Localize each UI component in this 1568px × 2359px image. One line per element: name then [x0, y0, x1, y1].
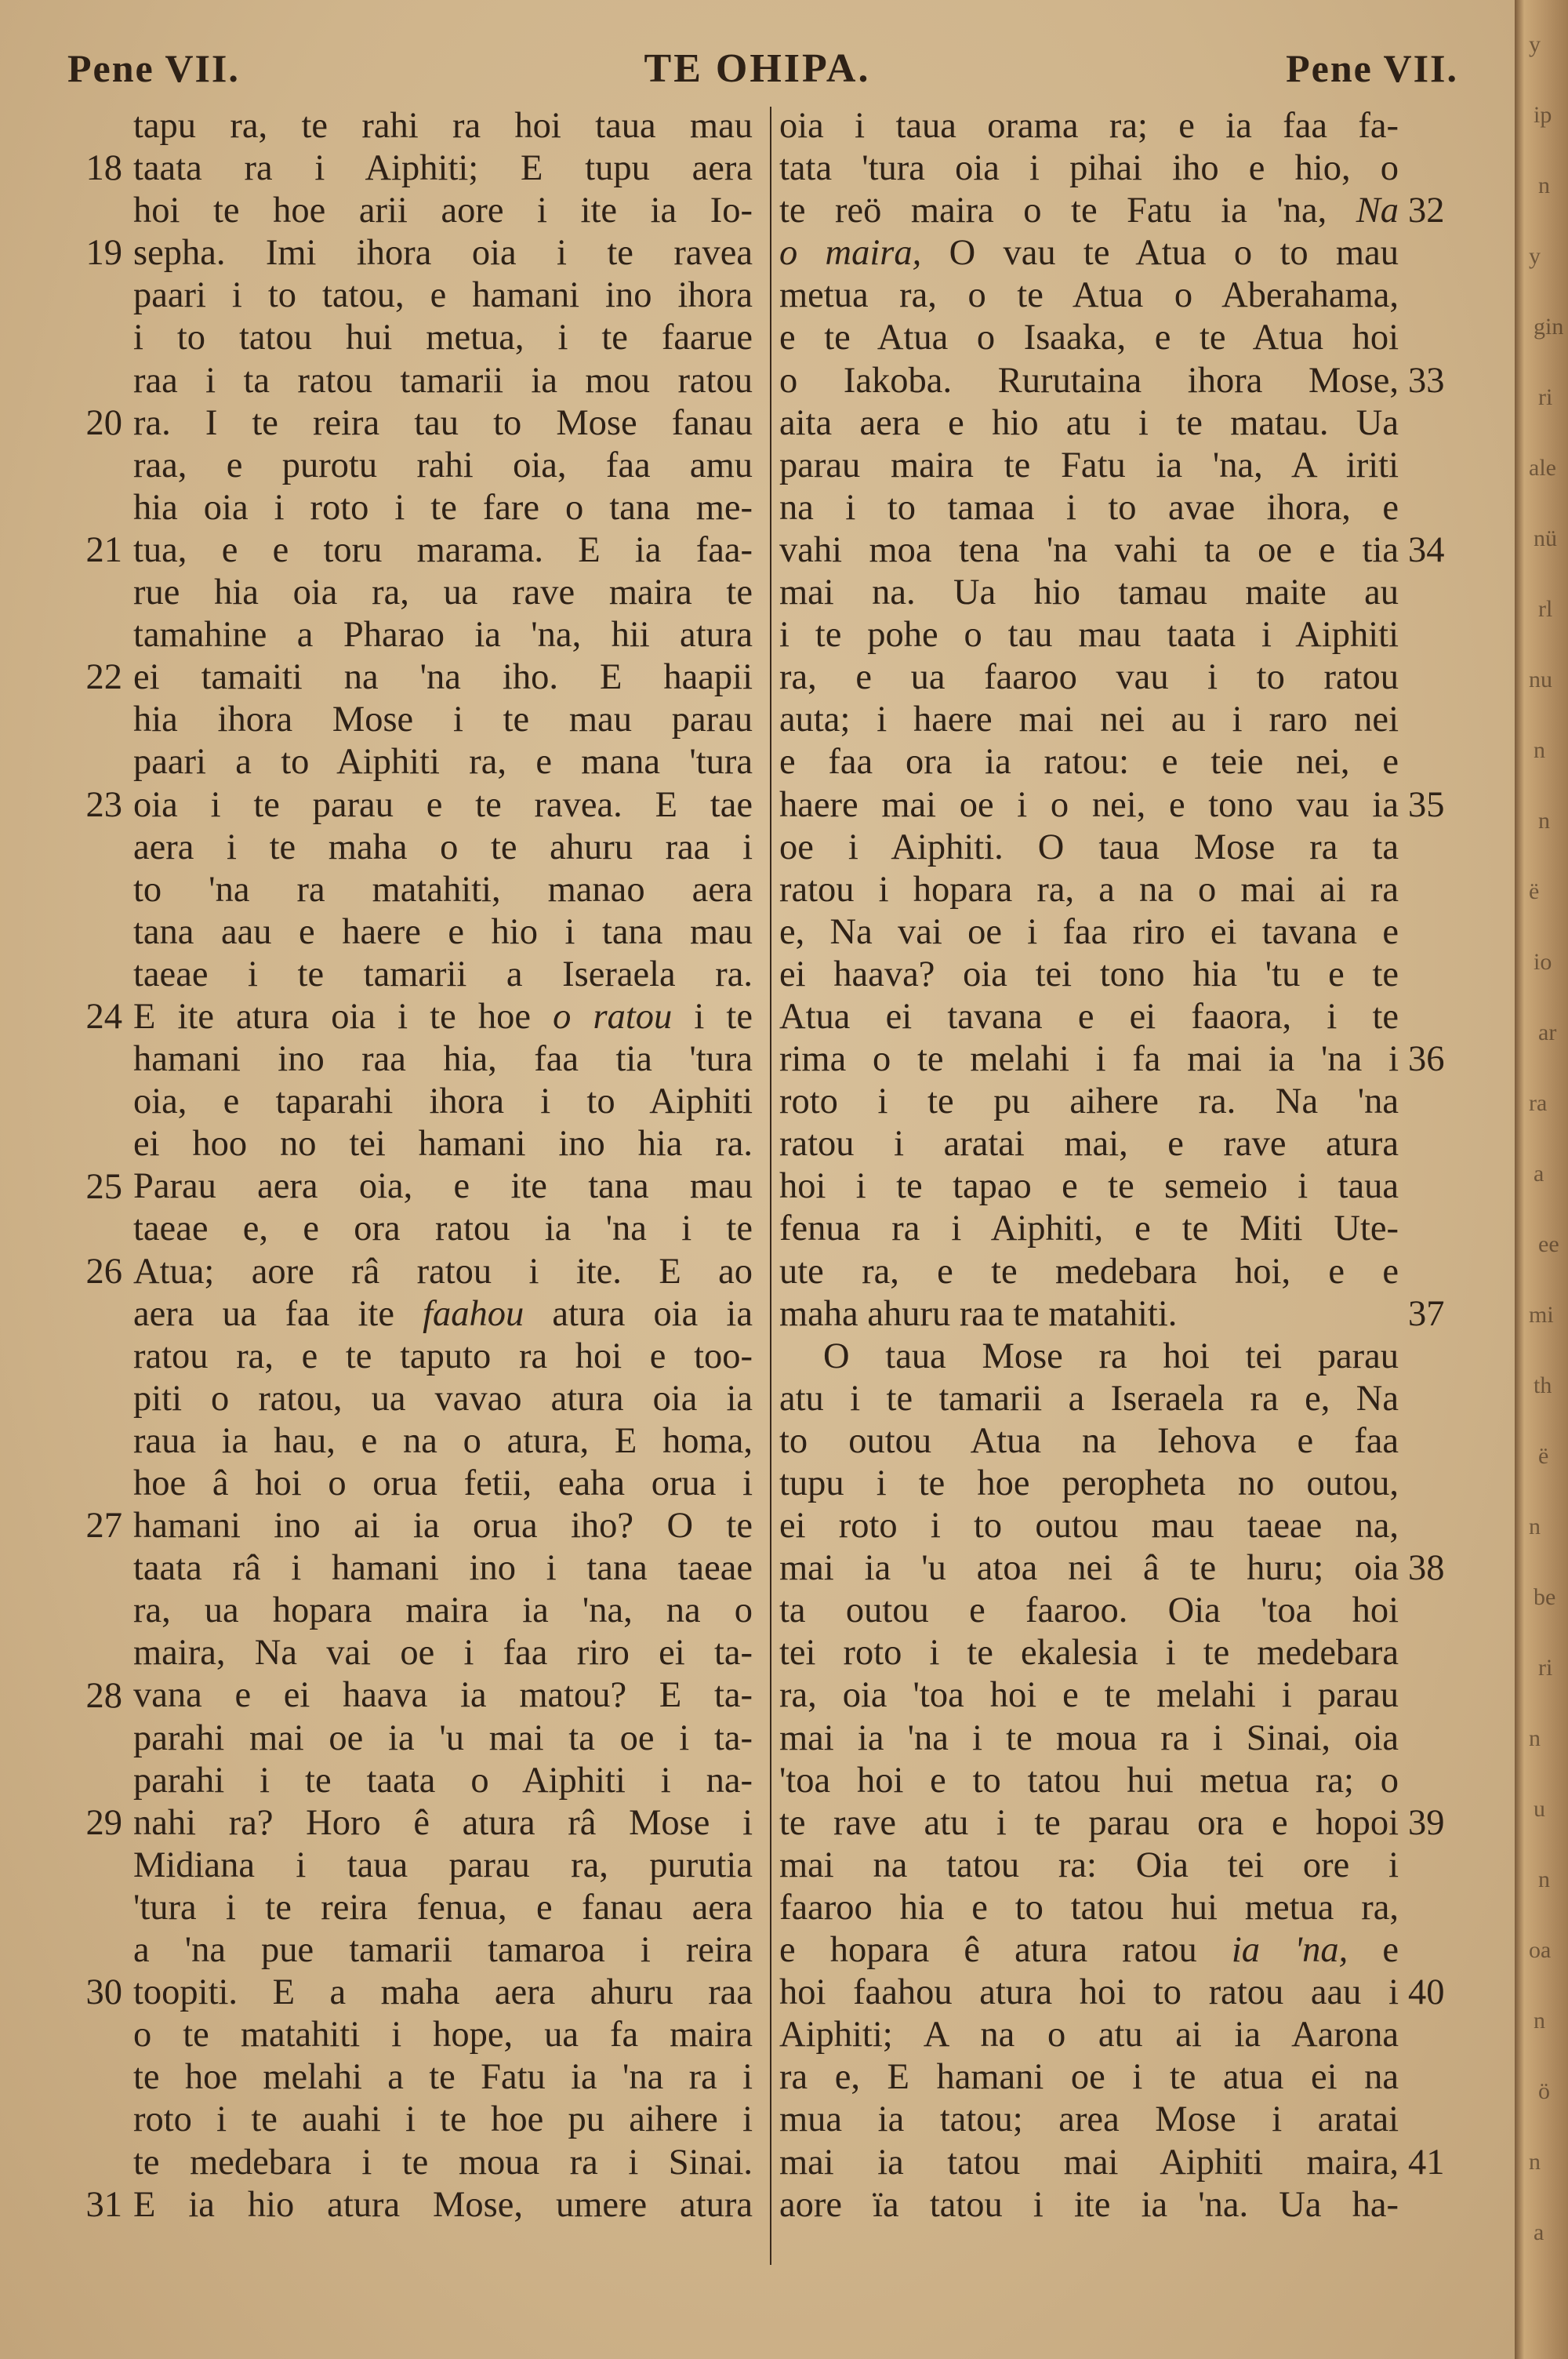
edge-fragment: mi — [1529, 1302, 1554, 1328]
text-line — [779, 1929, 1399, 1972]
edge-fragment: ip — [1534, 102, 1552, 128]
verse-number: 36 — [1408, 1039, 1445, 1080]
edge-fragment: n — [1529, 2149, 1541, 2175]
edge-fragment: be — [1534, 1584, 1556, 1610]
text-line: na i to tamaa i to avae ihora, e — [779, 487, 1399, 528]
text-line: roto i te pu aihere ra. Na 'na — [779, 1081, 1399, 1122]
adjacent-page-edge — [1515, 0, 1568, 2359]
text-line: ratou i aratai mai, e rave atura — [779, 1124, 1399, 1165]
edge-fragment: n — [1529, 1725, 1541, 1751]
edge-fragment: nü — [1534, 525, 1557, 551]
edge-fragment: n — [1538, 173, 1550, 198]
text-line: e faa ora ia ratou: e teie nei, e — [779, 742, 1399, 783]
text-line: tei roto i te ekalesia i te medebara — [779, 1633, 1399, 1674]
text-line: mai ia 'u atoa nei â te huru; oia — [779, 1548, 1399, 1589]
text-line: raa i ta ratou tamarii ia mou ratou — [133, 360, 753, 401]
verse-number: 37 — [1408, 1293, 1445, 1334]
text-line: ei haava? oia tei tono hia 'tu e te — [779, 954, 1399, 994]
text-line: raua ia hau, e na o atura, E homa, — [133, 1420, 753, 1461]
verse-number: 21 — [85, 530, 122, 570]
text-line: tua, e e toru marama. E ia faa- — [133, 529, 753, 570]
text-line: maira, Na vai oe i faa riro ei ta- — [133, 1633, 753, 1674]
text-line: taata ra i Aiphiti; E tupu aera — [133, 148, 753, 189]
text-line: mai ia 'na i te moua ra i Sinai, oia — [779, 1717, 1399, 1758]
text-line — [779, 232, 1399, 274]
verse-number: 35 — [1408, 784, 1445, 825]
italic-text: o ratou — [553, 996, 673, 1037]
verse-number: 39 — [1408, 1803, 1445, 1843]
text-line: Midiana i taua parau ra, purutia — [133, 1845, 753, 1885]
text-line: e te Atua o Isaaka, e te Atua hoi — [779, 318, 1399, 358]
text-line: faaroo hia e to tatou hui metua ra, — [779, 1887, 1399, 1928]
text-line: metua ra, o te Atua o Aberahama, — [779, 275, 1399, 316]
text-line: aore ïa tatou i ite ia 'na. Ua ha- — [779, 2184, 1399, 2225]
text-line: a 'na pue tamarii tamaroa i reira — [133, 1930, 753, 1971]
text-line: mua ia tatou; area Mose i aratai — [779, 2099, 1399, 2140]
text-line: ratou ra, e te taputo ra hoi e too- — [133, 1336, 753, 1376]
text-line: mai na tatou ra: Oia tei ore i — [779, 1845, 1399, 1885]
text-line: tana aau e haere e hio i tana mau — [133, 911, 753, 952]
verse-number: 22 — [85, 657, 122, 698]
text-segment: e hopara ê atura ratou — [779, 1930, 1197, 1971]
text-line: aita aera e hio atu i te matau. Ua — [779, 402, 1399, 443]
text-line: haere mai oe i o nei, e tono vau ia — [779, 784, 1399, 825]
text-line: parahi i te taata o Aiphiti i na- — [133, 1760, 753, 1801]
text-line: nahi ra? Horo ê atura râ Mose i — [133, 1802, 753, 1843]
edge-fragment: a — [1534, 1161, 1544, 1187]
edge-fragment: n — [1529, 1514, 1541, 1539]
text-line: atu i te tamarii a Iseraela ra e, Na — [779, 1378, 1399, 1419]
text-line: piti o ratou, ua vavao atura oia ia — [133, 1378, 753, 1419]
verse-number: 28 — [85, 1675, 122, 1716]
text-line: maha ahuru raa te matahiti. — [779, 1293, 1178, 1334]
text-line: ei roto i to outou mau taeae na, — [779, 1506, 1399, 1547]
edge-fragment: n — [1534, 737, 1545, 763]
edge-fragment: rl — [1538, 596, 1553, 622]
edge-fragment: u — [1534, 1796, 1545, 1822]
text-line: vana e ei haava ia matou? E ta- — [133, 1675, 753, 1716]
edge-fragment: ö — [1538, 2078, 1550, 2104]
edge-fragment: n — [1538, 808, 1550, 834]
header-book-title: TE OHIPA. — [644, 46, 871, 91]
edge-fragment: nu — [1529, 667, 1552, 692]
text-segment: te reö maira o te Fatu ia 'na, — [779, 191, 1327, 231]
text-line: ratou i hopara ra, a na o mai ai ra — [779, 869, 1399, 910]
text-line: to outou Atua na Iehova e faa — [779, 1420, 1399, 1461]
text-line: oia i taua orama ra; e ia faa fa- — [779, 106, 1399, 146]
text-line — [133, 996, 753, 1038]
edge-fragment: ri — [1538, 384, 1553, 410]
text-line: to 'na ra matahiti, manao aera — [133, 869, 753, 910]
verse-number: 25 — [85, 1166, 122, 1207]
text-line: oia, e taparahi ihora i to Aiphiti — [133, 1081, 753, 1122]
text-line: hia oia i roto i te fare o tana me- — [133, 487, 753, 528]
text-line: Atua; aore râ ratou i ite. E ao — [133, 1251, 753, 1292]
text-line — [133, 1293, 753, 1336]
verse-number: 18 — [85, 148, 122, 189]
text-line: Parau aera oia, e ite tana mau — [133, 1166, 753, 1207]
text-segment: O vau te Atua o to mau — [949, 233, 1399, 274]
text-line: taeae i te tamarii a Iseraela ra. — [133, 954, 753, 994]
text-line: o Iakoba. Rurutaina ihora Mose, — [779, 360, 1399, 401]
text-line: te hoe melahi a te Fatu ia 'na ra i — [133, 2057, 753, 2098]
verse-number: 34 — [1408, 530, 1445, 570]
text-line: hoi faahou atura hoi to ratou aau i — [779, 1972, 1399, 2013]
text-line: te rave atu i te parau ora e hopoi — [779, 1802, 1399, 1843]
text-line: sepha. Imi ihora oia i te ravea — [133, 233, 753, 274]
text-line: 'toa hoi e to tatou hui metua ra; o — [779, 1760, 1399, 1801]
edge-fragment: ale — [1529, 455, 1556, 481]
italic-text: Na — [1356, 191, 1399, 231]
edge-fragment: io — [1534, 949, 1552, 975]
text-segment: E ite atura oia i te hoe — [133, 996, 531, 1037]
text-line: aera i te maha o te ahuru raa i — [133, 827, 753, 867]
text-line: hoe â hoi o orua fetii, eaha orua i — [133, 1463, 753, 1503]
edge-fragment: ra — [1529, 1090, 1548, 1116]
text-line: rima o te melahi i fa mai ia 'na i — [779, 1039, 1399, 1080]
verse-number: 40 — [1408, 1972, 1445, 2013]
left-text-column — [133, 105, 753, 2226]
text-line: mai ia tatou mai Aiphiti maira, — [779, 2142, 1399, 2183]
text-line: hia ihora Mose i te mau parau — [133, 700, 753, 740]
text-line: ra e, E hamani oe i te atua ei na — [779, 2057, 1399, 2098]
text-line: ra, ua hopara maira ia 'na, na o — [133, 1590, 753, 1631]
italic-text: faahou — [423, 1293, 524, 1334]
text-line: Aiphiti; A na o atu ai ia Aarona — [779, 2015, 1399, 2055]
verse-number: 31 — [85, 2184, 122, 2225]
edge-fragment: y — [1529, 243, 1541, 269]
text-line: roto i te auahi i te hoe pu aihere i — [133, 2099, 753, 2140]
text-line: ra. I te reira tau to Mose fanau — [133, 402, 753, 443]
text-line: Atua ei tavana e ei faaora, i te — [779, 996, 1399, 1037]
header-right-chapter: Pene VII. — [1286, 46, 1458, 90]
text-line: oia i te parau e te ravea. E tae — [133, 784, 753, 825]
verse-number: 27 — [85, 1506, 122, 1547]
verse-number: 19 — [85, 233, 122, 274]
text-line: parau maira te Fatu ia 'na, A iriti — [779, 445, 1399, 485]
running-header — [0, 45, 1515, 100]
text-line: o te matahiti i hope, ua fa maira — [133, 2015, 753, 2055]
text-line: mai na. Ua hio tamau maite au — [779, 572, 1399, 613]
text-segment: e — [1382, 1930, 1399, 1971]
text-line: O taua Mose ra hoi tei parau — [823, 1336, 1399, 1376]
edge-fragment: n — [1538, 1866, 1550, 1892]
text-line: ra, oia 'toa hoi e te melahi i parau — [779, 1675, 1399, 1716]
text-line: ta outou e faaroo. Oia 'toa hoi — [779, 1590, 1399, 1631]
edge-fragment: oa — [1529, 1937, 1552, 1963]
text-line: te medebara i te moua ra i Sinai. — [133, 2142, 753, 2183]
text-line: i te pohe o tau mau taata i Aiphiti — [779, 615, 1399, 656]
text-line: parahi mai oe ia 'u mai ta oe i ta- — [133, 1717, 753, 1758]
text-line: paari a to Aiphiti ra, e mana 'tura — [133, 742, 753, 783]
text-line: ute ra, e te medebara hoi, e e — [779, 1251, 1399, 1292]
text-line: toopiti. E a maha aera ahuru raa — [133, 1972, 753, 2013]
text-line: ra, e ua faaroo vau i to ratou — [779, 657, 1399, 698]
text-line: hoi i te tapao e te semeio i taua — [779, 1166, 1399, 1207]
text-line: tapu ra, te rahi ra hoi taua mau — [133, 106, 753, 146]
edge-fragment: ë — [1538, 1443, 1549, 1469]
text-line — [779, 190, 1399, 232]
italic-text: ia 'na, — [1231, 1930, 1348, 1971]
header-left-chapter: Pene VII. — [67, 46, 240, 90]
column-divider — [770, 107, 771, 2265]
edge-fragment: a — [1534, 2219, 1544, 2245]
text-line: hamani ino ai ia orua iho? O te — [133, 1506, 753, 1547]
text-line: fenua ra i Aiphiti, e te Miti Ute- — [779, 1209, 1399, 1249]
text-line: raa, e purotu rahi oia, faa amu — [133, 445, 753, 485]
verse-number: 23 — [85, 784, 122, 825]
text-line: 'tura i te reira fenua, e fanau aera — [133, 1887, 753, 1928]
edge-fragment: ar — [1538, 1020, 1557, 1045]
edge-fragment: gin — [1534, 314, 1564, 340]
edge-fragment: ë — [1529, 878, 1540, 904]
right-text-column — [779, 105, 1399, 2226]
verse-number: 38 — [1408, 1548, 1445, 1589]
text-line: e, Na vai oe i faa riro ei tavana e — [779, 911, 1399, 952]
text-line: taata râ i hamani ino i tana taeae — [133, 1548, 753, 1589]
text-line: rue hia oia ra, ua rave maira te — [133, 572, 753, 613]
text-line: auta; i haere mai nei au i raro nei — [779, 700, 1399, 740]
verse-number: 33 — [1408, 360, 1445, 401]
edge-fragment: ee — [1538, 1231, 1559, 1257]
text-line: vahi moa tena 'na vahi ta oe e tia — [779, 529, 1399, 570]
text-line: tata 'tura oia i pihai iho e hio, o — [779, 148, 1399, 189]
verse-number: 20 — [85, 402, 122, 443]
edge-fragment: th — [1534, 1372, 1552, 1398]
italic-text: o maira, — [779, 233, 922, 274]
text-line: oe i Aiphiti. O taua Mose ra ta — [779, 827, 1399, 867]
verse-number: 32 — [1408, 191, 1445, 231]
text-line: tamahine a Pharao ia 'na, hii atura — [133, 615, 753, 656]
verse-number: 24 — [85, 997, 122, 1038]
text-line: paari i to tatou, e hamani ino ihora — [133, 275, 753, 316]
edge-fragment: y — [1529, 31, 1541, 57]
text-segment: atura oia ia — [552, 1293, 753, 1334]
text-line: tupu i te hoe peropheta no outou, — [779, 1463, 1399, 1503]
text-line: ei tamaiti na 'na iho. E haapii — [133, 657, 753, 698]
edge-fragment: ri — [1538, 1655, 1553, 1681]
verse-number: 26 — [85, 1251, 122, 1292]
text-line: ei hoo no tei hamani ino hia ra. — [133, 1124, 753, 1165]
text-line: E ia hio atura Mose, umere atura — [133, 2184, 753, 2225]
text-segment: aera ua faa ite — [133, 1293, 394, 1334]
verse-number: 30 — [85, 1972, 122, 2013]
edge-fragment: n — [1534, 2008, 1545, 2034]
text-line: i to tatou hui metua, i te faarue — [133, 318, 753, 358]
text-line: hamani ino raa hia, faa tia 'tura — [133, 1039, 753, 1080]
text-line: taeae e, e ora ratou ia 'na i te — [133, 1209, 753, 1249]
text-segment: i te — [694, 996, 753, 1037]
verse-number: 41 — [1408, 2142, 1445, 2183]
verse-number: 29 — [85, 1803, 122, 1843]
text-line: hoi te hoe arii aore i ite ia Io- — [133, 191, 753, 231]
